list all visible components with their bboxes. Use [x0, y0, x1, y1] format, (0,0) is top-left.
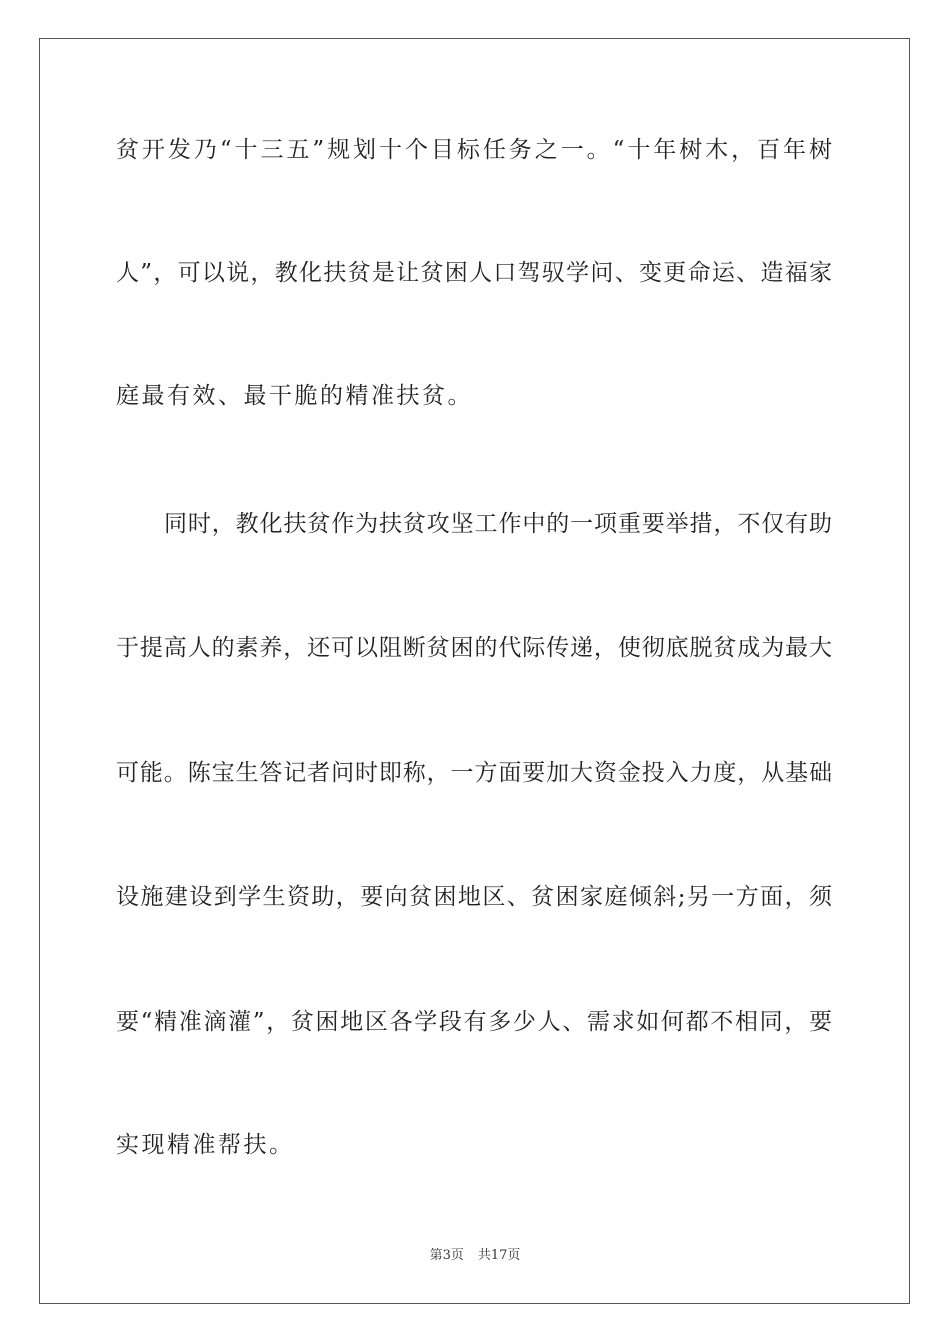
- text-line-7: 设施建设到学生资助，要向贫困地区、贫困家庭倾斜;另一方面，须: [116, 884, 832, 910]
- page-number: 第3页: [429, 1248, 464, 1263]
- text-line-6: 可能。陈宝生答记者问时即称，一方面要加大资金投入力度，从基础: [116, 760, 832, 786]
- page-border: [39, 38, 910, 1304]
- text-line-1: 贫开发乃“十三五”规划十个目标任务之一。“十年树木，百年树: [116, 137, 832, 163]
- total-pages: 共17页: [477, 1248, 521, 1263]
- text-line-5: 于提高人的素养，还可以阻断贫困的代际传递，使彻底脱贫成为最大: [116, 635, 832, 661]
- page-footer: [0, 1247, 950, 1265]
- paragraph-2-first-line: 同时，教化扶贫作为扶贫攻坚工作中的一项重要举措，不仅有助: [164, 511, 832, 537]
- text-line-8: 要“精准滴灌”，贫困地区各学段有多少人、需求如何都不相同，要: [116, 1009, 832, 1035]
- text-line-2: 人”，可以说，教化扶贫是让贫困人口驾驭学问、变更命运、造福家: [116, 260, 832, 286]
- text-line-3: 庭最有效、最干脆的精准扶贫。: [116, 383, 473, 409]
- text-line-9: 实现精准帮扶。: [116, 1132, 295, 1158]
